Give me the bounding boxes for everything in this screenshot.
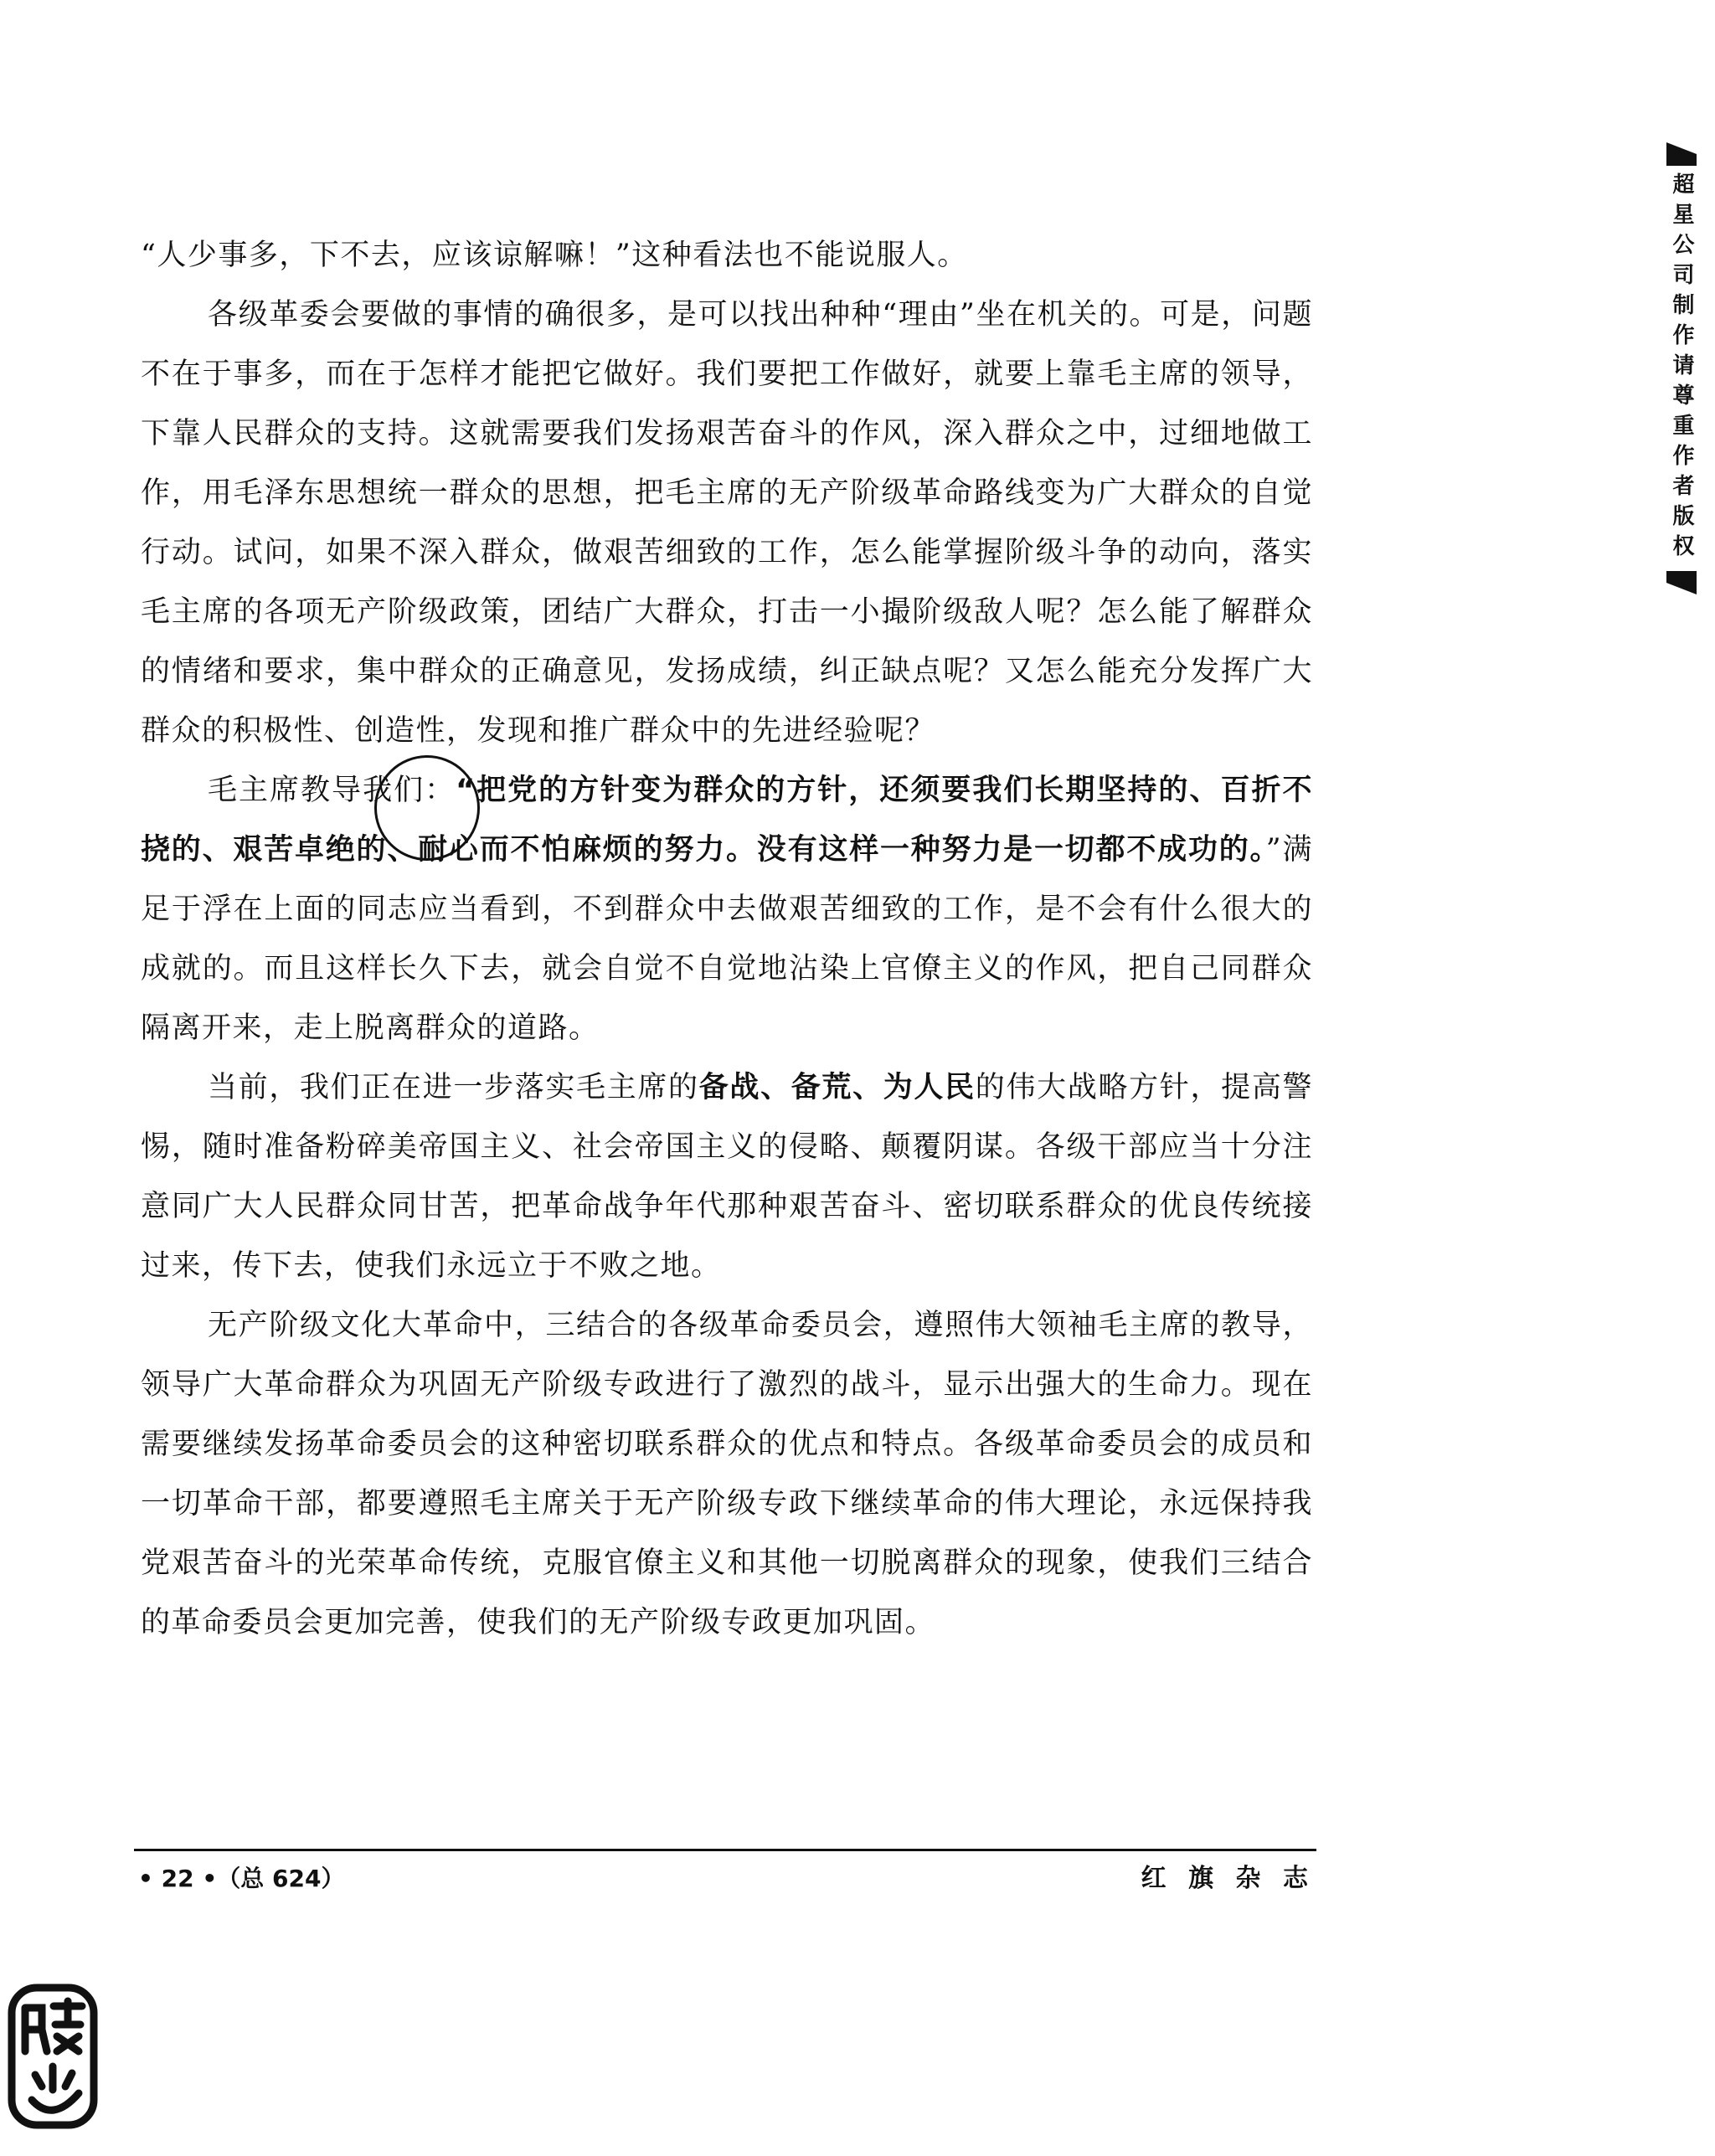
copyright-side-notice	[1665, 142, 1698, 594]
paragraph-5: 无产阶级文化大革命中，三结合的各级革命委员会，遵照伟大领袖毛主席的教导，领导广大革命群众为巩固无产阶级专政进行了激烈的战斗，显示出强大的生命力。现在需要继续发扬革命委员会的这种密切联系群众的优点和特点。各级革命委员会的成员和一切革命干部，都要遵照毛主席关于无产阶级专政下继续革命的伟大理论，永远保持我党艰苦奋斗的光荣革命传统，克服官僚主义和其他一切脱离群众的现象，使我们三结合的革命委员会更加完善，使我们的无产阶级专政更加巩固。	[141, 1309, 1313, 1639]
mao-quote: “把党的方针变为群众的方针，还须要我们长期坚持的、百折不挠的、艰苦卓绝的、耐心而不怕麻烦的努力。没有这样一种努力是一切都不成功的。	[141, 774, 1313, 867]
pen-circle-mark	[374, 755, 480, 861]
paragraph-4-lead: 当前，我们正在进一步落实毛主席的	[208, 1071, 699, 1104]
paragraph-2: 各级革委会要做的事情的确很多，是可以找出种种“理由”坐在机关的。可是，问题不在于事多，而在于怎样才能把它做好。我们要把工作做好，就要上靠毛主席的领导，下靠人民群众的支持。这就需要我们发扬艰苦奋斗的作风，深入群众之中，过细地做工作，用毛泽东思想统一群众的思想，把毛主席的无产阶级革命路线变为广大群众的自觉行动。试问，如果不深入群众，做艰苦细致的工作，怎么能掌握阶级斗争的动向，落实毛主席的各项无产阶级政策，团结广大群众，打击一小撮阶级敌人呢？怎么能了解群众的情绪和要求，集中群众的正确意见，发扬成绩，纠正缺点呢？又怎么能充分发挥广大群众的积极性、创造性，发现和推广群众中的先进经验呢？	[141, 298, 1313, 748]
article-body	[141, 226, 1313, 1653]
page-number: • 22 •（总 624）	[138, 1865, 345, 1892]
copyright-notice-text: 超星公司制作请尊重作者版权	[1669, 172, 1694, 564]
paragraph-3-lead: 毛主席教导我们：	[208, 774, 456, 807]
notice-bar-top	[1666, 142, 1697, 166]
paragraph-3	[141, 761, 1313, 1058]
paragraph-1: “人少事多，下不去，应该谅解嘛！”这种看法也不能说服人。	[141, 239, 968, 272]
footer-rule	[134, 1849, 1316, 1851]
journal-name: 红 旗 杂 志	[1141, 1864, 1315, 1893]
paragraph-4	[141, 1058, 1313, 1296]
seal-stamp-icon	[7, 1983, 99, 2130]
notice-bar-bottom	[1666, 571, 1697, 594]
paragraph-3-rest: ”满足于浮在上面的同志应当看到，不到群众中去做艰苦细致的工作，是不会有什么很大的成就的。而且这样长久下去，就会自觉不自觉地沾染上官僚主义的作风，把自己同群众隔离开来，走上脱离群众的道路。	[141, 833, 1313, 1045]
policy-slogan: 备战、备荒、为人民	[698, 1071, 976, 1104]
paragraph-4-rest: 的伟大战略方针，提高警惕，随时准备粉碎美帝国主义、社会帝国主义的侵略、颠覆阴谋。各级干部应当十分注意同广大人民群众同甘苦，把革命战争年代那种艰苦奋斗、密切联系群众的优良传统接过来，传下去，使我们永远立于不败之地。	[141, 1071, 1313, 1283]
